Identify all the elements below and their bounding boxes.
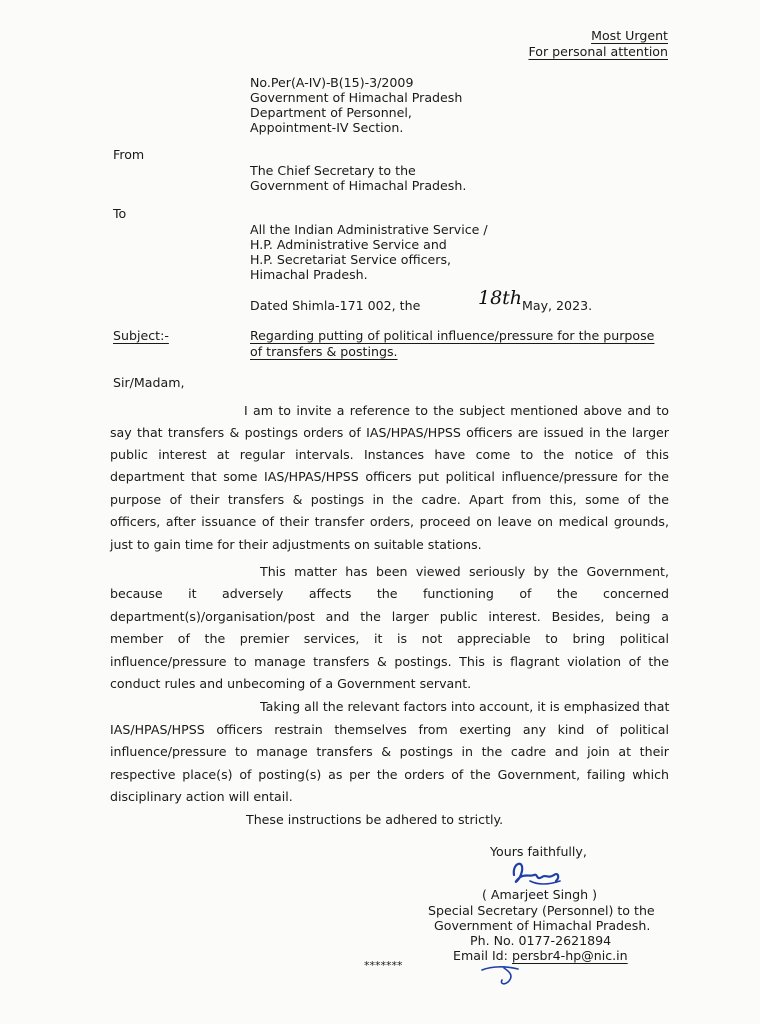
from-label: From bbox=[113, 147, 145, 162]
to-line-1: All the Indian Administrative Service / bbox=[250, 222, 488, 237]
para2-line: conduct rules and unbecoming of a Government servant. bbox=[110, 676, 472, 691]
para3-line: influence/pressure to manage transfers & postings in the cadre and join at their bbox=[110, 744, 669, 759]
department-name: Department of Personnel, bbox=[250, 105, 412, 120]
to-line-3: H.P. Secretariat Service officers, bbox=[250, 252, 452, 267]
para2-line: influence/pressure to manage transfers & postings. This is flagrant violation of the bbox=[110, 654, 669, 669]
handwritten-day: 18th bbox=[478, 287, 523, 309]
subject-line-2: of transfers & postings. bbox=[250, 344, 398, 359]
govt-name: Government of Himachal Pradesh bbox=[250, 90, 463, 105]
para1-line: purpose of their transfers & postings in the cadre. Apart from this, some of the bbox=[110, 492, 669, 507]
para2-line: department(s)/organisation/post and the larger public interest. Besides, being a bbox=[110, 609, 669, 624]
subject-label: Subject:- bbox=[113, 328, 169, 343]
salutation: Sir/Madam, bbox=[113, 375, 185, 390]
para2-line: because it adversely affects the functioning of the concerned bbox=[110, 586, 669, 601]
email-label: Email Id: bbox=[453, 948, 508, 963]
reference-number: No.Per(A-IV)-B(15)-3/2009 bbox=[250, 75, 414, 90]
designation-line-1: Special Secretary (Personnel) to the bbox=[428, 903, 655, 918]
para3-line: Taking all the relevant factors into account, it is emphasized that bbox=[260, 699, 670, 714]
para3-line: respective place(s) of posting(s) as per the orders of the Government, failing which bbox=[110, 767, 669, 782]
para1-line: say that transfers & postings orders of IAS/HPAS/HPSS officers are issued in the larger bbox=[110, 425, 669, 440]
para1-line: officers, after issuance of their transfer orders, proceed on leave on medical grounds, bbox=[110, 514, 669, 529]
phone-number: Ph. No. 0177-2621894 bbox=[470, 933, 612, 948]
closing-instruction: These instructions be adhered to strictly. bbox=[246, 812, 504, 827]
personal-attention-label: For personal attention bbox=[528, 44, 668, 59]
para1-line: I am to invite a reference to the subject mentioned above and to bbox=[244, 403, 669, 418]
signatory-name: ( Amarjeet Singh ) bbox=[482, 887, 597, 902]
para2-line: This matter has been viewed seriously by the Government, bbox=[260, 564, 669, 579]
urgency-label: Most Urgent bbox=[591, 28, 668, 43]
para2-line: member of the premier services, it is not appreciable to bring political bbox=[110, 631, 669, 646]
to-line-2: H.P. Administrative Service and bbox=[250, 237, 447, 252]
para1-line: department that some IAS/HPAS/HPSS officers put political influence/pressure for the bbox=[110, 469, 669, 484]
to-line-4: Himachal Pradesh. bbox=[250, 267, 368, 282]
para3-line: IAS/HPAS/HPSS officers restrain themselves from exerting any kind of political bbox=[110, 722, 669, 737]
end-mark: ******* bbox=[364, 959, 403, 972]
initials-mark-icon bbox=[478, 960, 528, 990]
subject-line-1: Regarding putting of political influence/pressure for the purpose bbox=[250, 328, 655, 343]
section-name: Appointment-IV Section. bbox=[250, 120, 404, 135]
closing-phrase: Yours faithfully, bbox=[490, 844, 587, 859]
designation-line-2: Government of Himachal Pradesh. bbox=[434, 918, 651, 933]
from-line-2: Government of Himachal Pradesh. bbox=[250, 178, 467, 193]
para1-line: just to gain time for their adjustments on suitable stations. bbox=[110, 537, 482, 552]
dated-suffix: May, 2023. bbox=[522, 298, 593, 313]
from-line-1: The Chief Secretary to the bbox=[250, 163, 416, 178]
signature-icon bbox=[508, 855, 568, 891]
para1-line: public interest at regular intervals. Instances have come to the notice of this bbox=[110, 447, 669, 462]
para3-line: disciplinary action will entail. bbox=[110, 789, 293, 804]
dated-prefix: Dated Shimla-171 002, the bbox=[250, 298, 421, 313]
email-address[interactable]: persbr4-hp@nic.in bbox=[512, 948, 628, 963]
to-label: To bbox=[113, 206, 127, 221]
